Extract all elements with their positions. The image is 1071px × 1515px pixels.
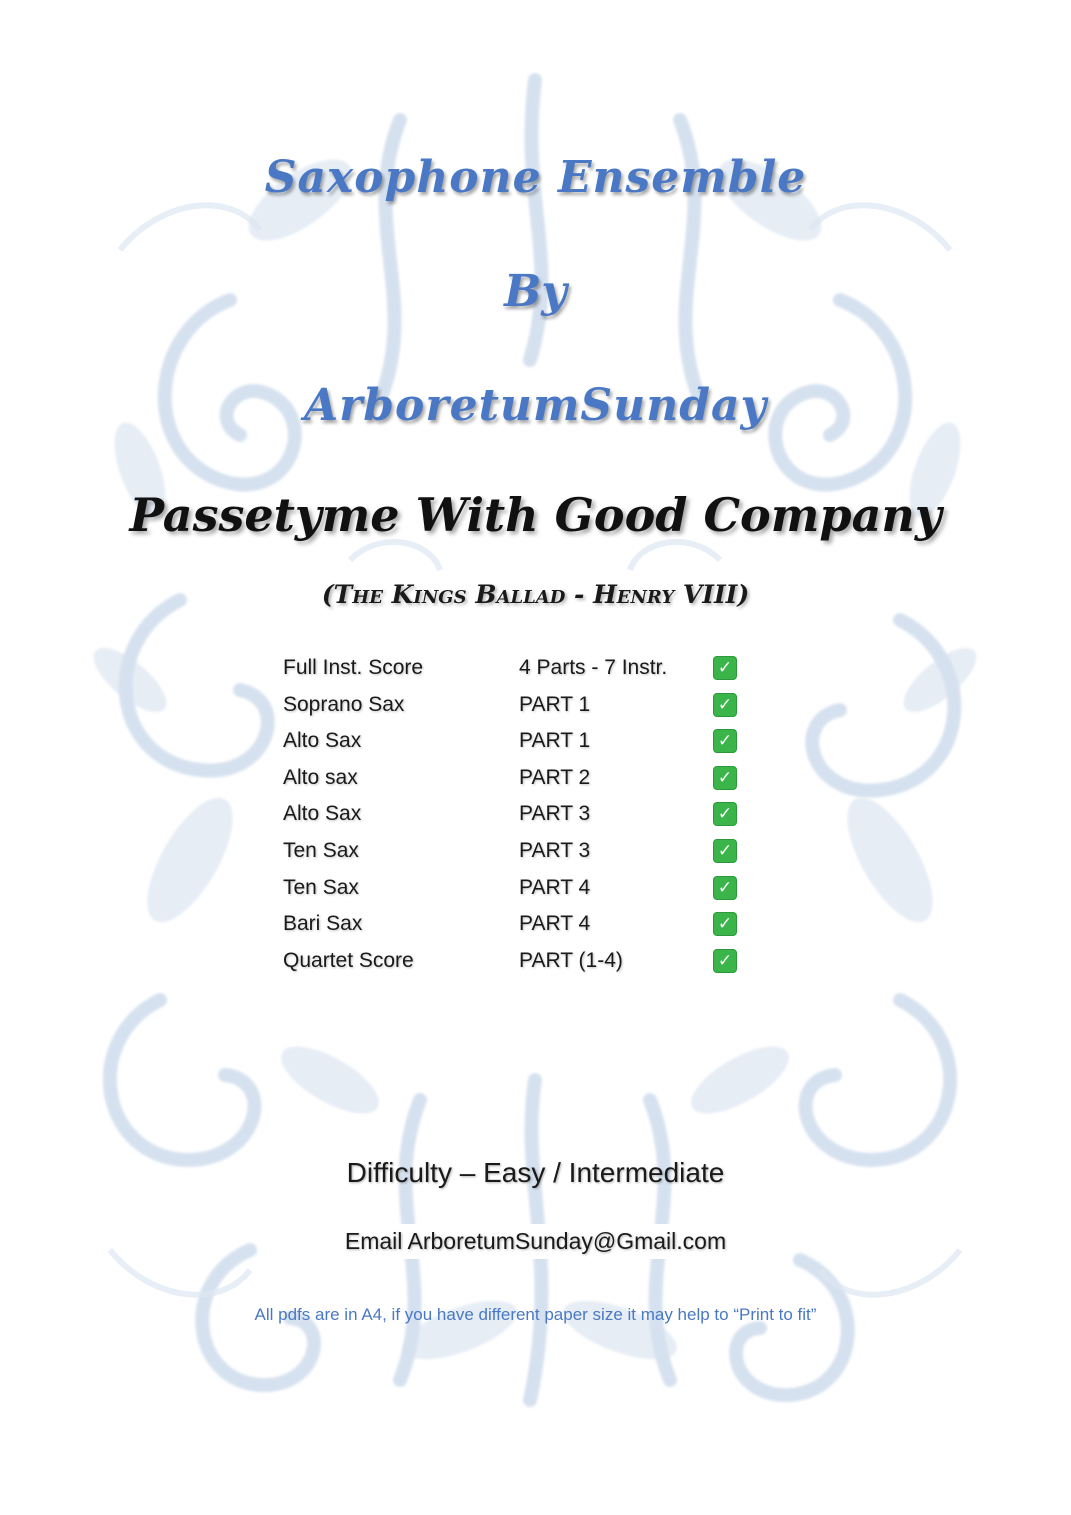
author-heading: ArboretumSunday <box>303 380 768 431</box>
instrument-label: Full Inst. Score <box>283 656 424 679</box>
part-row <box>283 723 753 760</box>
difficulty-text: Difficulty – Easy / Intermediate <box>346 1157 725 1188</box>
email-text: Email ArboretumSunday@Gmail.com <box>337 1224 734 1259</box>
instrument-label: Quartet Score <box>283 948 414 972</box>
part-label: PART 3 <box>519 802 591 826</box>
part-label: PART 4 <box>519 875 591 899</box>
check-icon: ✓ <box>713 949 737 973</box>
part-row <box>283 760 753 797</box>
part-row <box>283 833 753 870</box>
part-row <box>283 796 753 833</box>
check-icon: ✓ <box>713 693 737 717</box>
instrument-label: Bari Sax <box>283 912 363 936</box>
check-icon: ✓ <box>713 766 737 790</box>
part-label: PART 2 <box>519 765 591 789</box>
part-row <box>283 906 753 943</box>
check-icon: ✓ <box>713 729 737 753</box>
check-icon: ✓ <box>713 876 737 900</box>
instrument-label: Alto Sax <box>283 729 362 753</box>
piece-title: Passetyme With Good Company <box>129 488 942 542</box>
paper-size-note: All pdfs are in A4, if you have different paper size it may help to “Print to fit” <box>254 1305 817 1324</box>
check-icon: ✓ <box>713 912 737 936</box>
part-label: PART 4 <box>519 912 591 936</box>
part-label: PART 1 <box>519 729 591 753</box>
part-row <box>283 687 753 724</box>
part-row <box>283 943 753 980</box>
ensemble-heading: Saxophone Ensemble <box>264 152 807 203</box>
check-icon: ✓ <box>713 656 737 680</box>
email-block <box>0 1224 1071 1259</box>
part-label: PART 1 <box>519 692 591 716</box>
part-label: PART 3 <box>519 838 591 862</box>
check-icon: ✓ <box>713 802 737 826</box>
part-label: 4 Parts - 7 Instr. <box>519 656 668 679</box>
instrument-label: Ten Sax <box>283 875 359 899</box>
instrument-label: Alto sax <box>283 765 358 789</box>
part-row <box>283 870 753 907</box>
part-label: PART (1-4) <box>519 948 623 972</box>
piece-subtitle: (The Kings Ballad - Henry VIII) <box>321 580 750 609</box>
by-heading: By <box>504 266 567 317</box>
check-icon: ✓ <box>713 839 737 863</box>
instrument-label: Soprano Sax <box>283 692 405 716</box>
instrument-label: Ten Sax <box>283 838 359 862</box>
instrument-label: Alto Sax <box>283 802 362 826</box>
part-row <box>283 650 753 687</box>
parts-list <box>283 650 753 979</box>
